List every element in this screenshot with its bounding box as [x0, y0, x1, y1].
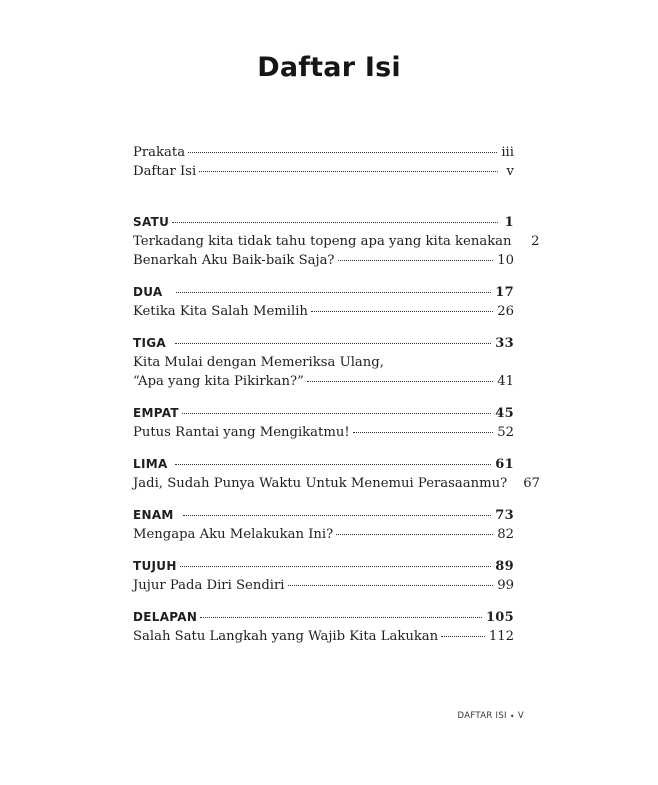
chapter-heading-empat[interactable]: [133, 404, 514, 423]
chapter-heading-enam[interactable]: [133, 506, 514, 525]
chapter-name: LIMA: [133, 457, 168, 471]
chapter-heading-lima[interactable]: [133, 455, 514, 474]
toc-entry-label: Mengapa Aku Melakukan Ini?: [133, 527, 334, 542]
toc-entry-page: 2: [531, 234, 540, 249]
chapter-group-satu: [133, 213, 540, 270]
chapter-name: TUJUH: [133, 559, 177, 573]
dot-leader: [353, 432, 494, 433]
dot-leader: [288, 585, 494, 586]
dot-leader: [180, 566, 492, 567]
chapter-group-tiga: [133, 334, 514, 391]
toc-entry-daftar-isi[interactable]: [133, 162, 514, 181]
toc-entry[interactable]: [133, 627, 514, 646]
toc-entry-label: Putus Rantai yang Mengikatmu!: [133, 425, 350, 440]
chapter-page: 33: [495, 336, 514, 351]
toc-entry-label: Prakata: [133, 145, 186, 160]
leader-space: [513, 483, 519, 484]
chapter-group-enam: [133, 506, 514, 544]
table-of-contents: [133, 143, 541, 659]
toc-entry-label: Daftar Isi: [133, 164, 197, 179]
chapter-name: ENAM: [133, 508, 174, 522]
chapter-heading-tiga[interactable]: [133, 334, 514, 353]
toc-entry[interactable]: [133, 474, 541, 493]
footer-bullet: •: [509, 711, 515, 721]
chapter-heading-delapan[interactable]: [133, 608, 514, 627]
chapter-group-tujuh: [133, 557, 514, 595]
chapter-name: TIGA: [133, 336, 166, 350]
page-footer: [458, 711, 524, 721]
chapter-group-empat: [133, 404, 514, 442]
toc-entry[interactable]: [133, 576, 514, 595]
toc-entry-label: “Apa yang kita Pikirkan?”: [133, 374, 304, 389]
chapter-name: EMPAT: [133, 406, 179, 420]
chapter-group-lima: [133, 455, 541, 493]
chapter-page: 1: [504, 215, 514, 230]
toc-entry-label: Terkadang kita tidak tahu topeng apa yang kita kenakan: [133, 234, 512, 249]
chapter-group-dua: [133, 283, 514, 321]
chapter-page: 73: [495, 508, 514, 523]
toc-entry-page: iii: [501, 145, 514, 160]
chapter-heading-satu[interactable]: [133, 213, 514, 232]
dot-leader: [307, 381, 493, 382]
footer-section-title: DAFTAR ISI: [457, 711, 507, 721]
toc-entry-page: 41: [497, 374, 514, 389]
front-matter-group: [133, 143, 514, 181]
toc-entry[interactable]: [133, 232, 540, 251]
chapter-page: 89: [495, 559, 514, 574]
dot-leader: [200, 617, 482, 618]
toc-entry-page: v: [506, 164, 514, 179]
dot-leader: [175, 343, 491, 344]
chapter-heading-tujuh[interactable]: [133, 557, 514, 576]
toc-entry[interactable]: [133, 302, 514, 321]
toc-entry-label: Ketika Kita Salah Memilih: [133, 304, 308, 319]
page-title: Daftar Isi: [257, 52, 401, 83]
toc-entry[interactable]: [133, 372, 514, 391]
chapter-name: DUA: [133, 285, 163, 299]
toc-entry-page: 99: [497, 578, 514, 593]
dot-leader: [199, 171, 498, 172]
toc-entry-page: 67: [523, 476, 541, 491]
chapter-page: 105: [485, 610, 514, 625]
chapter-name: DELAPAN: [133, 610, 198, 624]
chapter-page: 61: [495, 457, 514, 472]
toc-entry-page: 52: [497, 425, 514, 440]
toc-entry[interactable]: [133, 251, 514, 270]
dot-leader: [188, 152, 497, 153]
dot-leader: [336, 534, 493, 535]
toc-entry[interactable]: [133, 525, 514, 544]
toc-entry-label: Jujur Pada Diri Sendiri: [133, 578, 285, 593]
toc-entry-label: Salah Satu Langkah yang Wajib Kita Lakukan: [133, 629, 439, 644]
chapter-group-delapan: [133, 608, 514, 646]
chapter-name: SATU: [133, 215, 170, 229]
dot-leader: [182, 413, 491, 414]
toc-entry-page: 26: [497, 304, 514, 319]
dot-leader: [172, 222, 498, 223]
toc-entry-page: 82: [497, 527, 514, 542]
chapter-page: 17: [495, 285, 514, 300]
toc-entry-page: 10: [497, 253, 514, 268]
toc-entry-line[interactable]: Kita Mulai dengan Memeriksa Ulang,: [133, 355, 384, 370]
dot-leader: [176, 292, 492, 293]
toc-entry-label: Jadi, Sudah Punya Waktu Untuk Menemui Perasaanmu?: [133, 476, 508, 491]
dot-leader: [175, 464, 492, 465]
dot-leader: [338, 260, 494, 261]
toc-entry-label: Benarkah Aku Baik-baik Saja?: [133, 253, 335, 268]
dot-leader: [183, 515, 492, 516]
dot-leader: [441, 636, 485, 637]
chapter-page: 45: [495, 406, 514, 421]
chapter-heading-dua[interactable]: [133, 283, 514, 302]
toc-entry[interactable]: [133, 423, 514, 442]
footer-page-number: V: [517, 711, 524, 721]
toc-entry-prakata[interactable]: [133, 143, 514, 162]
toc-entry-page: 112: [488, 629, 514, 644]
leader-space: [518, 241, 524, 242]
dot-leader: [311, 311, 493, 312]
